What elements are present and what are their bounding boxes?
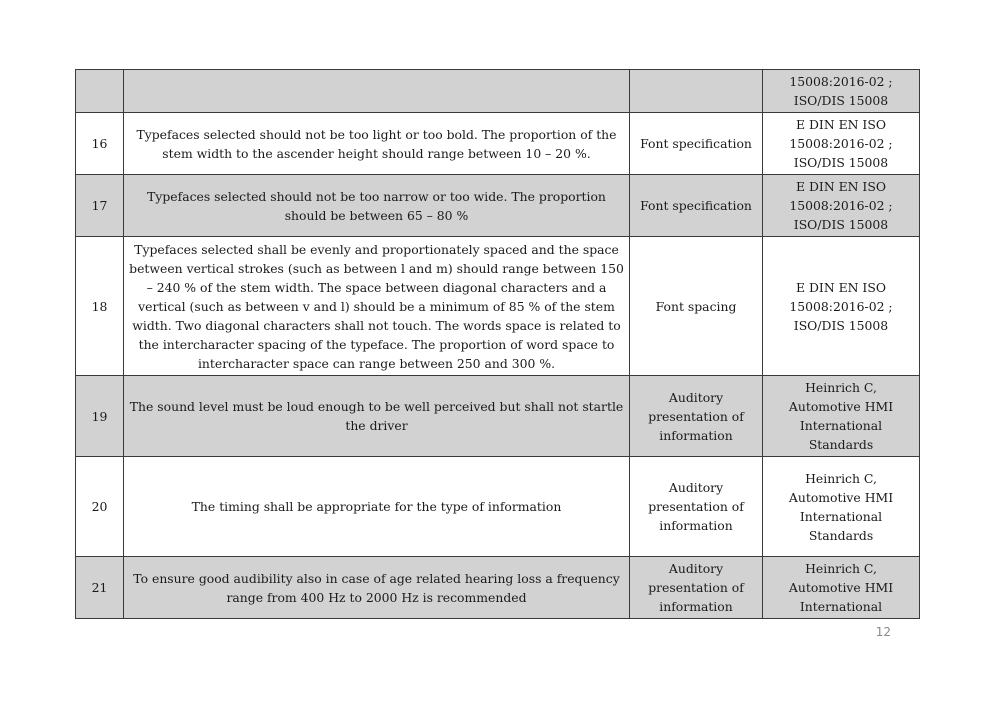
source-line: Heinrich C,: [805, 470, 877, 486]
source-cell: [763, 376, 920, 457]
source-cell: [763, 557, 920, 619]
source-line: 15008:2016-02 ;: [789, 74, 893, 89]
source-line: International: [799, 599, 883, 614]
row-number-cell: 16: [76, 113, 124, 175]
source-cell: [763, 457, 920, 557]
source-cell: [763, 237, 920, 376]
requirement-cell: To ensure good audibility also in case of age related hearing loss a frequency range from 400 Hz to 2000 Hz is recommended: [124, 557, 630, 619]
source-cell: [763, 175, 920, 237]
source-cell: [763, 70, 920, 113]
source-line: E DIN EN ISO: [796, 117, 886, 132]
row-number-cell: 21: [76, 557, 124, 619]
table-row: [76, 175, 920, 237]
category-cell: Font spacing: [630, 237, 763, 376]
requirement-cell: Typefaces selected should not be too narrow or too wide. The proportion should be between 65 – 80 %: [124, 175, 630, 237]
source-line: Automotive HMI: [788, 399, 894, 414]
requirement-cell: Typefaces selected shall be evenly and proportionately spaced and the space between vertical strokes (such as between l and m) should range between 150 – 240 % of the stem width. The space between diagonal characters and a vertical (such as between v and l) should be a minimum of 85 % of the stem width. Two diagonal characters shall not touch. The words space is related to the intercharacter spacing of the typeface. The proportion of word space to intercharacter space can range between 250 and 300 %.: [124, 237, 630, 376]
source-line: ISO/DIS 15008: [793, 155, 889, 170]
source-line: 15008:2016-02 ;: [789, 298, 893, 314]
category-cell: Font specification: [630, 113, 763, 175]
requirement-cell: Typefaces selected should not be too light or too bold. The proportion of the stem width to the ascender height should range between 10 – 20 %.: [124, 113, 630, 175]
requirement-cell: The timing shall be appropriate for the type of information: [124, 457, 630, 557]
row-number-cell: 17: [76, 175, 124, 237]
row-number-cell: 19: [76, 376, 124, 457]
requirement-cell: The sound level must be loud enough to be well perceived but shall not startle the driver: [124, 376, 630, 457]
source-line: Heinrich C,: [805, 561, 877, 576]
source-line: ISO/DIS 15008: [793, 317, 889, 333]
table-row: [76, 113, 920, 175]
category-cell: [630, 70, 763, 113]
category-cell: Font specification: [630, 175, 763, 237]
category-cell: Auditory presentation of information: [630, 557, 763, 619]
table-row: [76, 70, 920, 113]
row-number-cell: [76, 70, 124, 113]
category-cell: Auditory presentation of information: [630, 376, 763, 457]
row-number-cell: 20: [76, 457, 124, 557]
source-line: E DIN EN ISO: [796, 279, 886, 295]
page-number: 12: [875, 625, 891, 639]
requirement-cell: [124, 70, 630, 113]
source-line: 15008:2016-02 ;: [789, 136, 893, 151]
requirements-table: [75, 69, 920, 619]
source-line: ISO/DIS 15008: [793, 93, 889, 108]
source-line: Automotive HMI: [788, 489, 894, 505]
source-line: Heinrich C,: [805, 380, 877, 395]
source-line: Automotive HMI: [788, 580, 894, 595]
table-row: [76, 376, 920, 457]
source-line: International: [799, 418, 883, 433]
source-line: International: [799, 508, 883, 524]
source-cell: [763, 113, 920, 175]
source-line: Standards: [808, 437, 874, 452]
table-row: [76, 557, 920, 619]
table-row: [76, 237, 920, 376]
source-line: E DIN EN ISO: [796, 179, 886, 194]
row-number-cell: 18: [76, 237, 124, 376]
source-line: 15008:2016-02 ;: [789, 198, 893, 213]
category-cell: Auditory presentation of information: [630, 457, 763, 557]
table-row: [76, 457, 920, 557]
source-line: ISO/DIS 15008: [793, 217, 889, 232]
source-line: Standards: [808, 527, 874, 543]
